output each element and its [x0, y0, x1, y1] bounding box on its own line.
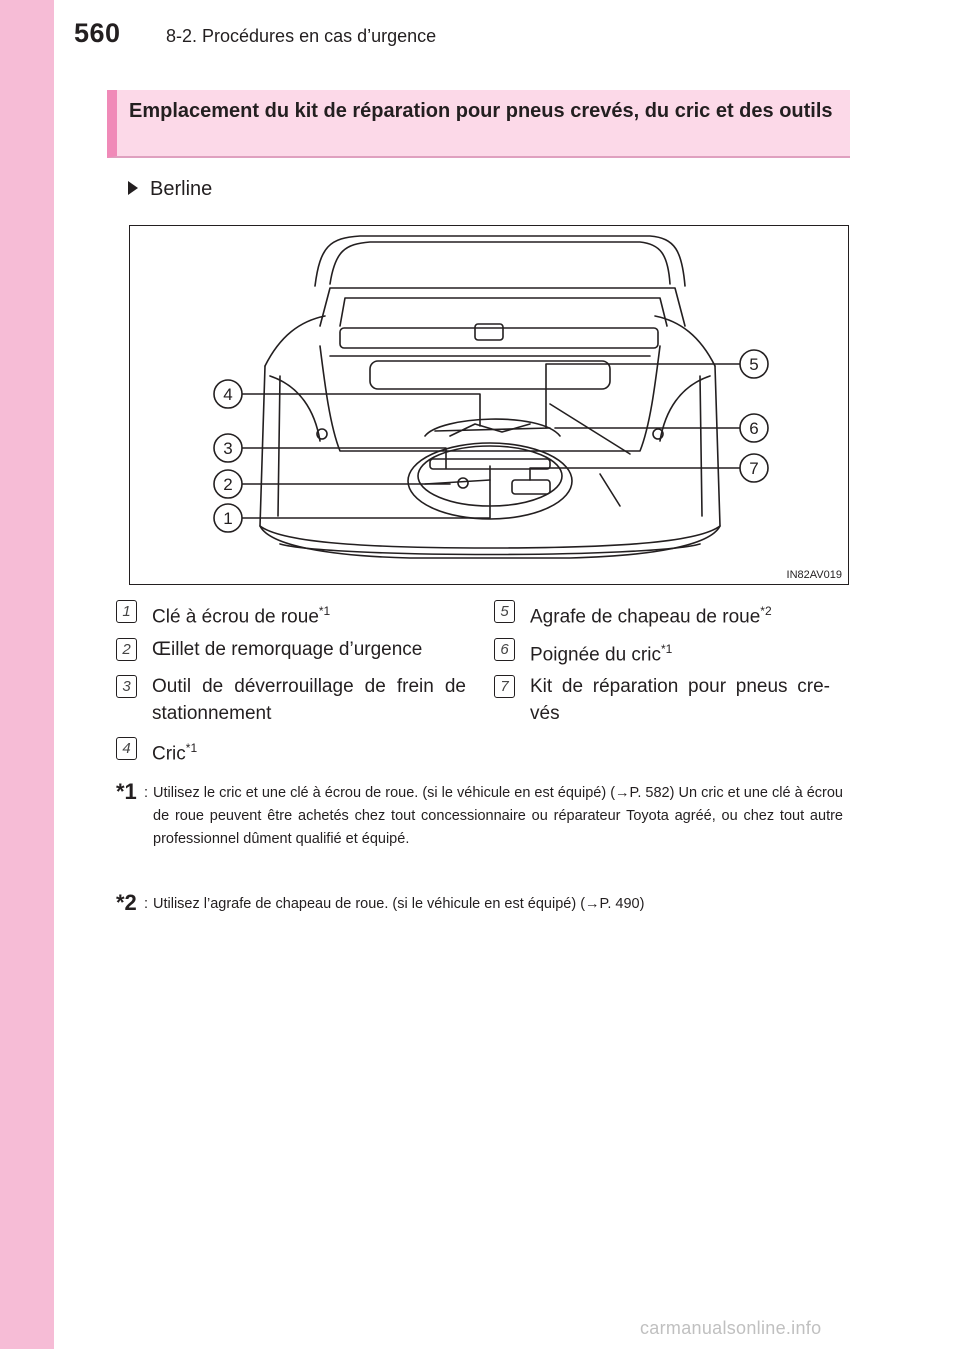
- footnote-1-text: Utilisez le cric et une clé à écrou de roue. (si le véhicule en est équipé) (→P. 582) Un cric et une clé à écrou de roue peuvent être achetés chez tout concessionnaire ou réparateur Toyota agréé, ou chez tout autre professionnel dûment qualifié et équipé.: [153, 785, 843, 847]
- footnote-1-colon: :: [144, 785, 149, 801]
- legend-number-4: 4: [116, 737, 137, 760]
- chapter-side-strip: [0, 0, 54, 1349]
- legend-text-1: Clé à écrou de roue$^{*1}$: [152, 604, 331, 628]
- page-number: 560: [74, 18, 121, 48]
- footnote-2-mark: *2: [116, 890, 137, 915]
- running-header: 8-2. Procédures en cas d’urgence: [166, 26, 437, 46]
- footnote-2-text: Utilisez l’agrafe de chapeau de roue. (si le véhicule en est équipé) (→P. 490): [153, 896, 645, 912]
- section-title: Emplacement du kit de réparation pour pneus crevés, du cric et des outils: [129, 100, 833, 122]
- legend-number-7: 7: [494, 675, 515, 698]
- legend-number-3: 3: [116, 675, 137, 698]
- watermark: carmanualsonline.info: [640, 1318, 822, 1338]
- callout-4-label: 4: [223, 385, 233, 404]
- legend-text-7: Kit de réparation pour pneus cre-vés: [530, 676, 830, 724]
- legend-text-5: Agrafe de chapeau de roue$^{*2}$: [530, 604, 772, 628]
- callout-3-label: 3: [223, 439, 233, 458]
- legend-text-4: Cric$^{*1}$: [152, 741, 198, 765]
- legend-number-2: 2: [116, 638, 137, 661]
- callout-7-label: 7: [749, 459, 759, 478]
- legend-text-3: Outil de déverrouillage de frein de stationnement: [152, 676, 466, 724]
- legend-number-1: 1: [116, 600, 137, 623]
- legend-number-6: 6: [494, 638, 515, 661]
- footnote-2-colon: :: [144, 896, 149, 912]
- callout-1-label: 1: [223, 509, 233, 528]
- callout-5-label: 5: [749, 355, 759, 374]
- legend-text-6: Poignée du cric$^{*1}$: [530, 642, 673, 666]
- legend-number-5: 5: [494, 600, 515, 623]
- footnote-2: [116, 890, 856, 923]
- footnote-1-mark: *1: [116, 779, 137, 804]
- callout-2-label: 2: [223, 475, 233, 494]
- variant-text: Berline: [150, 178, 213, 200]
- section-heading-box: [107, 90, 850, 158]
- callout-6-label: 6: [749, 419, 759, 438]
- footnote-1: [116, 779, 856, 882]
- legend-text-2: Œillet de remorquage d’urgence: [152, 639, 423, 660]
- trunk-line-drawing: [130, 226, 847, 583]
- trunk-illustration: [129, 225, 849, 585]
- figure-code: IN82AV019: [786, 569, 842, 581]
- variant-label: [128, 178, 212, 201]
- triangle-bullet-icon: [128, 181, 138, 195]
